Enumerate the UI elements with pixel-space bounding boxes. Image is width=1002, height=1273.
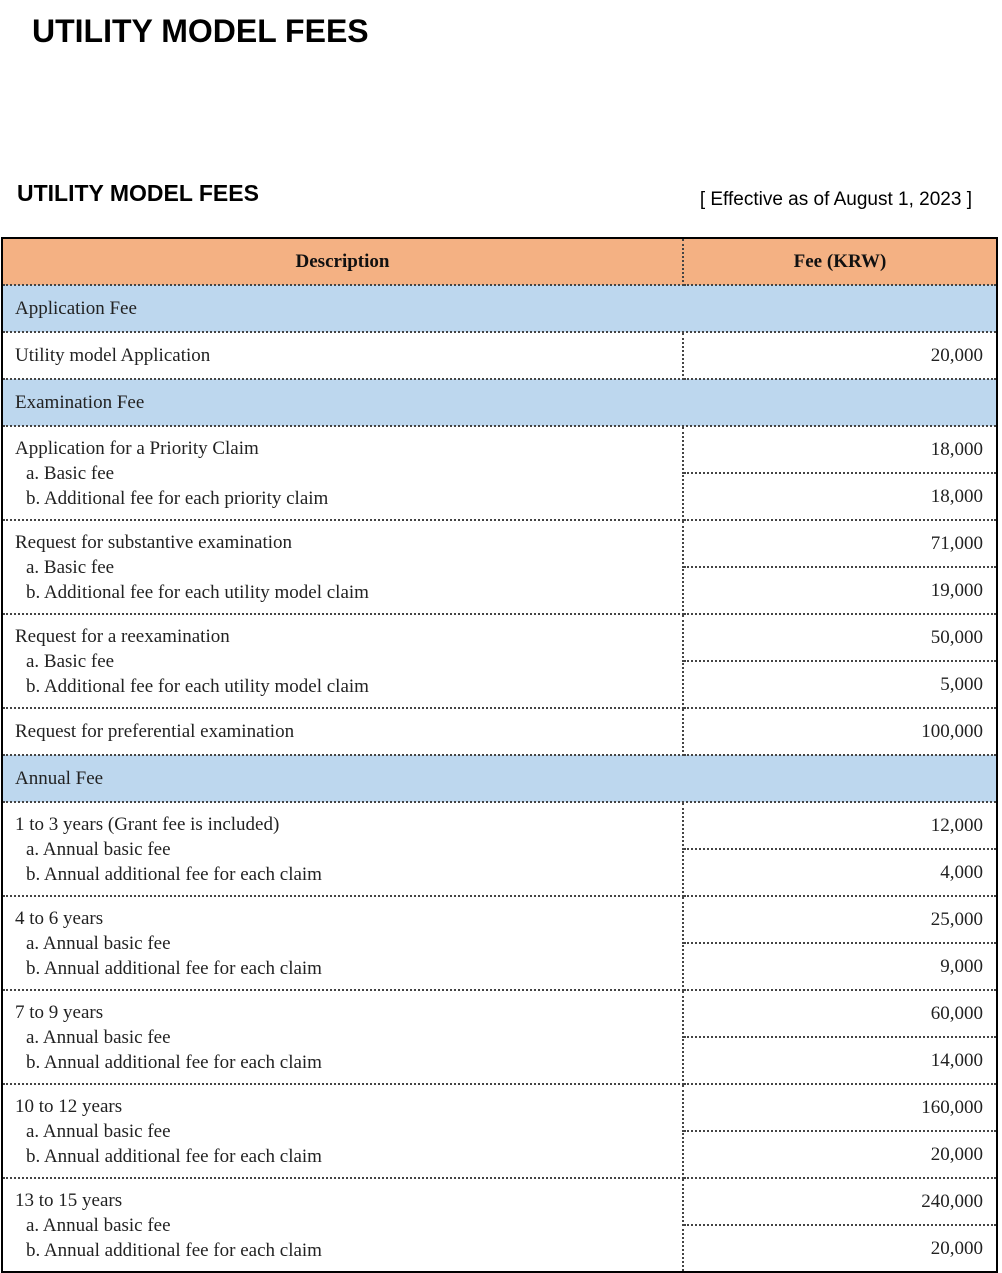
table-row (2, 708, 997, 755)
group-description (2, 614, 683, 708)
group-sub-a: a. Basic fee (26, 557, 115, 578)
fee-basic: 60,000 (683, 990, 997, 1037)
fee-basic: 18,000 (683, 426, 997, 473)
header-fee: Fee (KRW) (683, 238, 997, 285)
group-label: 7 to 9 years (15, 1002, 104, 1023)
fee-additional: 4,000 (683, 849, 997, 896)
section-title: Application Fee (2, 285, 997, 332)
table-title: UTILITY MODEL FEES (17, 180, 259, 206)
fee-basic: 25,000 (683, 896, 997, 943)
effective-date: [ Effective as of August 1, 2023 ] (699, 189, 972, 210)
table-header-row (2, 238, 997, 285)
table-row (2, 1178, 997, 1225)
group-label: 10 to 12 years (15, 1096, 123, 1117)
page-title: UTILITY MODEL FEES (32, 13, 369, 49)
group-description (2, 896, 683, 990)
group-sub-b: b. Additional fee for each priority claim (26, 488, 329, 509)
fee-basic: 160,000 (683, 1084, 997, 1131)
group-sub-b: b. Annual additional fee for each claim (26, 958, 322, 979)
fee-table (1, 237, 998, 1273)
group-sub-a: a. Basic fee (26, 463, 115, 484)
fee-additional: 19,000 (683, 567, 997, 614)
fee-basic: 71,000 (683, 520, 997, 567)
fee-basic: 12,000 (683, 802, 997, 849)
section-title: Examination Fee (2, 379, 997, 426)
group-label: Request for substantive examination (15, 532, 293, 553)
group-sub-b: b. Additional fee for each utility model claim (26, 676, 369, 697)
group-sub-a: a. Annual basic fee (26, 1215, 171, 1236)
group-description (2, 1178, 683, 1272)
group-sub-b: b. Annual additional fee for each claim (26, 1240, 322, 1261)
group-sub-b: b. Annual additional fee for each claim (26, 864, 322, 885)
fee-basic: 50,000 (683, 614, 997, 661)
group-sub-b: b. Additional fee for each utility model claim (26, 582, 369, 603)
group-description (2, 426, 683, 520)
group-label: Request for a reexamination (15, 626, 230, 647)
group-label: 1 to 3 years (Grant fee is included) (15, 814, 280, 835)
table-row (2, 332, 997, 379)
group-sub-b: b. Annual additional fee for each claim (26, 1052, 322, 1073)
section-row-annual-fee (2, 755, 997, 802)
section-title: Annual Fee (2, 755, 997, 802)
fee-basic: 240,000 (683, 1178, 997, 1225)
row-fee: 20,000 (683, 332, 997, 379)
group-description (2, 1084, 683, 1178)
table-row (2, 802, 997, 849)
group-sub-a: a. Annual basic fee (26, 1027, 171, 1048)
fee-additional: 20,000 (683, 1131, 997, 1178)
row-label: Request for preferential examination (2, 708, 683, 755)
group-sub-a: a. Annual basic fee (26, 1121, 171, 1142)
section-row-application-fee (2, 285, 997, 332)
table-row (2, 896, 997, 943)
group-sub-a: a. Annual basic fee (26, 933, 171, 954)
row-label: Utility model Application (2, 332, 683, 379)
table-row (2, 426, 997, 473)
row-fee: 100,000 (683, 708, 997, 755)
group-label: 13 to 15 years (15, 1190, 123, 1211)
table-row (2, 520, 997, 567)
group-description (2, 520, 683, 614)
fee-additional: 18,000 (683, 473, 997, 520)
group-label: 4 to 6 years (15, 908, 104, 929)
fee-additional: 9,000 (683, 943, 997, 990)
header-description: Description (2, 238, 683, 285)
fee-additional: 20,000 (683, 1225, 997, 1272)
table-row (2, 1084, 997, 1131)
group-label: Application for a Priority Claim (15, 438, 259, 459)
table-row (2, 990, 997, 1037)
section-row-examination-fee (2, 379, 997, 426)
group-sub-a: a. Annual basic fee (26, 839, 171, 860)
group-description (2, 802, 683, 896)
fee-additional: 14,000 (683, 1037, 997, 1084)
group-sub-a: a. Basic fee (26, 651, 115, 672)
group-description (2, 990, 683, 1084)
table-row (2, 614, 997, 661)
fee-additional: 5,000 (683, 661, 997, 708)
group-sub-b: b. Annual additional fee for each claim (26, 1146, 322, 1167)
